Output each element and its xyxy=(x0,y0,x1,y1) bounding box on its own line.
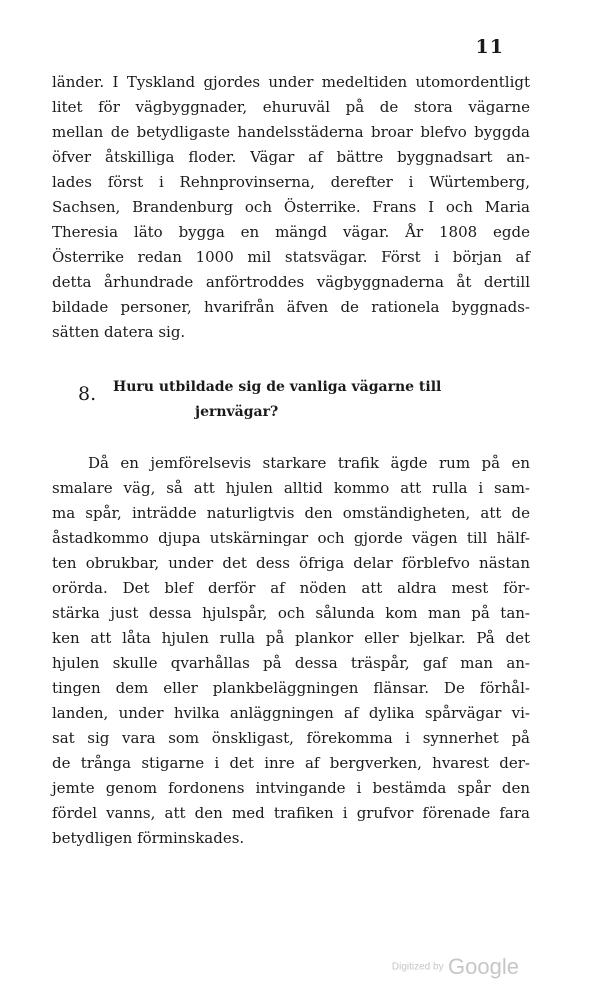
text-line: ma spår, inträdde naturligtvis den omständigheten, att de xyxy=(52,504,530,522)
text-line: hjulen skulle qvarhållas på dessa träspår, gaf man an- xyxy=(52,654,530,672)
text-line: fördel vanns, att den med trafiken i grufvor förenade fara xyxy=(52,804,530,822)
text-line: öfver åtskilliga floder. Vägar af bättre byggnadsart an- xyxy=(52,148,530,166)
section-title-line: Huru utbildade sig de vanliga vägarne till xyxy=(113,379,442,395)
text-line: ten obrukbar, under det dess öfriga delar förblefvo nästan xyxy=(52,554,530,572)
text-line: lades först i Rehnprovinserna, derefter i Würtemberg, xyxy=(52,173,530,191)
text-line: orörda. Det blef derför af nöden att aldra mest för- xyxy=(52,579,530,597)
text-line: mellan de betydligaste handelsstäderna broar blefvo byggda xyxy=(52,123,530,141)
text-line: smalare väg, så att hjulen alltid kommo att rulla i sam- xyxy=(52,479,530,497)
text-line: detta århundrade anförtroddes vägbyggnaderna åt dertill xyxy=(52,273,530,291)
text-line: landen, under hvilka anläggningen af dylika spårvägar vi- xyxy=(52,704,530,722)
digitized-watermark xyxy=(392,954,519,980)
section-title xyxy=(113,375,518,425)
text-line: betydligen förminskades. xyxy=(52,829,245,847)
text-line: sätten datera sig. xyxy=(52,323,186,341)
text-line: åstadkommo djupa utskärningar och gjorde vägen till hälf- xyxy=(52,529,530,547)
text-line: tingen dem eller plankbeläggningen flänsar. De förhål- xyxy=(52,679,530,697)
section-number: 8. xyxy=(78,383,97,405)
page-number: 11 xyxy=(475,36,504,58)
text-line: Österrike redan 1000 mil statsvägar. Först i början af xyxy=(52,248,530,266)
text-line: bildade personer, hvarifrån äfven de rationela byggnads- xyxy=(52,298,530,316)
text-line: ken att låta hjulen rulla på plankor eller bjelkar. På det xyxy=(52,629,530,647)
text-line: sat sig vara som önskligast, förekomma i synnerhet på xyxy=(52,729,530,747)
watermark-brand: Google xyxy=(448,954,519,979)
text-line: Theresia läto bygga en mängd vägar. År 1808 egde xyxy=(52,223,530,241)
text-line: Då en jemförelsevis starkare trafik ägde rum på en xyxy=(88,454,530,472)
text-line: jemte genom fordonens intvingande i bestämda spår den xyxy=(52,779,530,797)
paragraph-2 xyxy=(52,451,530,851)
paragraph-1 xyxy=(52,70,530,345)
section-title-line: jernvägar? xyxy=(195,404,279,420)
text-line: litet för vägbyggnader, ehuruväl på de stora vägarne xyxy=(52,98,530,116)
text-line: de trånga stigarne i det inre af bergverken, hvarest der- xyxy=(52,754,530,772)
text-line: Sachsen, Brandenburg och Österrike. Frans I och Maria xyxy=(52,198,530,216)
text-line: länder. I Tyskland gjordes under medeltiden utomordentligt xyxy=(52,73,530,91)
text-line: stärka just dessa hjulspår, och sålunda kom man på tan- xyxy=(52,604,530,622)
watermark-prefix: Digitized by xyxy=(391,961,444,973)
